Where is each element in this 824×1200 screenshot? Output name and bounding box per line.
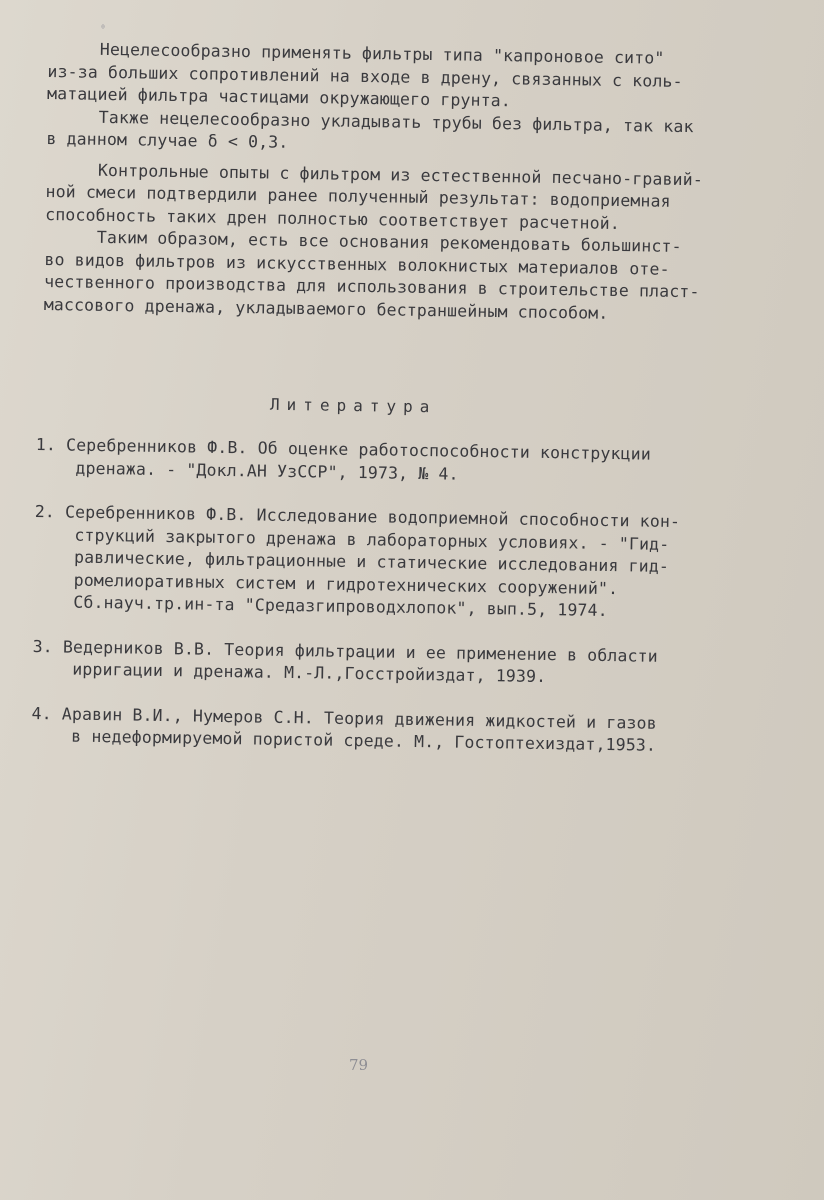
text-line: Нецелесообразно применять фильтры типа "капроновое сито" bbox=[99, 39, 665, 68]
corner-mark: ⁰ bbox=[100, 24, 107, 35]
reference-number: 1. bbox=[35, 434, 57, 455]
reference-line: ромелиоративных систем и гидротехнических сооружений". bbox=[73, 570, 619, 598]
reference-list bbox=[31, 434, 756, 781]
text-line: чественного производства для использования в строительстве пласт- bbox=[44, 271, 700, 302]
body-text bbox=[44, 38, 748, 327]
reference-line: в недеформируемой пористой среде. М., Гостоптехиздат,1953. bbox=[71, 726, 657, 755]
reference-item bbox=[31, 702, 752, 758]
reference-number: 3. bbox=[32, 636, 53, 656]
reference-line: дренажа. - "Докл.АН УзССР", 1973, № 4. bbox=[75, 458, 459, 484]
reference-item bbox=[32, 635, 753, 691]
reference-line: струкций закрытого дренажа в лабораторных условиях. - "Гид- bbox=[74, 525, 670, 554]
paragraph-4 bbox=[44, 226, 745, 327]
reference-line: ирригации и дренажа. М.-Л.,Госстройиздат, 1939. bbox=[72, 659, 547, 687]
text-line: ной смеси подтвердили ранее полученный результат: водоприемная bbox=[45, 181, 671, 211]
paragraph-1 bbox=[47, 38, 748, 116]
reference-text: Серебренников Ф.В. Исследование водоприемной способности кон- bbox=[64, 502, 681, 532]
reference-text: Ведерников В.В. Теория фильтрации и ее применение в области bbox=[62, 636, 658, 666]
text-line: способность таких дрен полностью соответствует расчетной. bbox=[45, 204, 621, 233]
text-line: массового дренажа, укладываемого бестраншейным способом. bbox=[43, 294, 609, 323]
page-number: 79 bbox=[349, 1056, 369, 1074]
text-line: из-за больших сопротивлений на входе в дрену, связанных с коль- bbox=[47, 61, 683, 91]
paragraph-3 bbox=[45, 158, 746, 236]
reference-item bbox=[35, 434, 756, 490]
text-line: Также нецелесообразно укладывать трубы без фильтра, так как bbox=[98, 107, 694, 136]
reference-text: Серебренников Ф.В. Об оценке работоспособности конструкции bbox=[65, 435, 652, 464]
text-line: Контрольные опыты с фильтром из естественной песчано-гравий- bbox=[97, 160, 704, 189]
reference-number: 2. bbox=[34, 501, 56, 522]
reference-text: Аравин В.И., Нумеров С.Н. Теория движения жидкостей и газов bbox=[61, 703, 657, 733]
literature-heading: Литература bbox=[269, 394, 437, 417]
text-line: Таким образом, есть все основания рекомендовать большинст- bbox=[96, 227, 682, 256]
text-line: во видов фильтров из искусственных волокнистых материалов оте- bbox=[44, 249, 670, 279]
reference-line: равлические, фильтрационные и статические исследования гид- bbox=[73, 547, 670, 576]
reference-line: Сб.науч.тр.ин-та "Средазгипроводхлопок", вып.5, 1974. bbox=[73, 592, 608, 621]
reference-item bbox=[33, 501, 755, 625]
text-line: матацией фильтра частицами окружающего грунта. bbox=[46, 83, 512, 111]
text-line: в данном случае δ < 0,3. bbox=[46, 128, 289, 152]
reference-number: 4. bbox=[31, 703, 52, 723]
